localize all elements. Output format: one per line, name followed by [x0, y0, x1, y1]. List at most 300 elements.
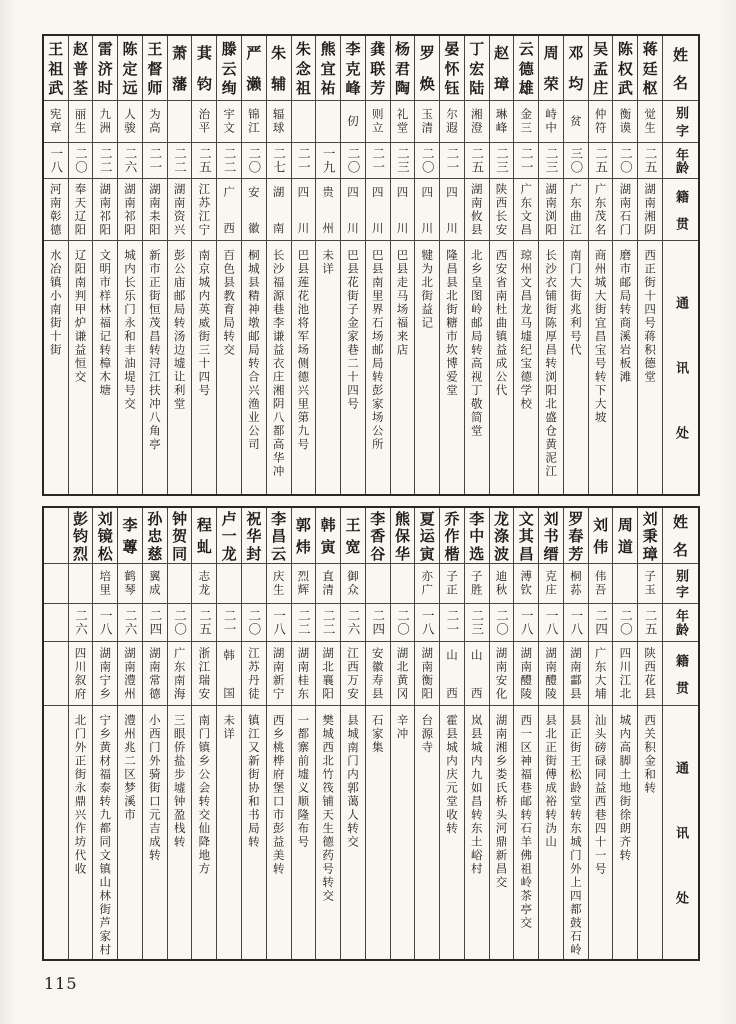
age-value: 二二: [217, 143, 241, 179]
person-name: 滕 云 绚: [217, 36, 241, 101]
header-name: 姓 名: [663, 508, 698, 564]
person-name: 孙 忠 慈: [143, 508, 167, 564]
native-place: 四川江北: [613, 642, 637, 706]
entry-column: [143, 36, 168, 494]
entry-column: [341, 36, 366, 494]
person-name: 刘 伟: [589, 508, 613, 564]
contact-address: 西安省南杜曲镇益成公代: [494, 249, 509, 398]
courtesy-name: 克庄: [539, 564, 563, 604]
native-place: 湖北襄阳: [316, 642, 340, 706]
native-place: 山 西: [440, 642, 464, 706]
age-value: 二七: [267, 143, 291, 179]
courtesy-name: 仞: [341, 101, 365, 143]
native-place: 奉天辽阳: [69, 179, 93, 241]
native-place: 湖南资兴: [168, 179, 192, 241]
entry-column: [514, 36, 539, 494]
native-place: 陕西长安: [490, 179, 514, 241]
courtesy-name: 衡谟: [613, 101, 637, 143]
native-place: 湖南澧州: [118, 642, 142, 706]
age-value: 一八: [539, 604, 563, 642]
native-place: 山 西: [465, 642, 489, 706]
courtesy-name: 峙中: [539, 101, 563, 143]
native-place: 湖南宁乡: [93, 642, 117, 706]
native-place: 江苏丹徒: [242, 642, 266, 706]
courtesy-name: 迪秋: [490, 564, 514, 604]
entry-column: [366, 36, 391, 494]
entry-column: [638, 36, 663, 494]
age-value: 二四: [143, 604, 167, 642]
person-name: 陈 定 远: [118, 36, 142, 101]
entry-column: [316, 36, 341, 494]
person-name: 罗 焕: [415, 36, 439, 101]
contact-address: 磨市邮局转商溪岩板滩: [618, 249, 633, 384]
header-name: 姓 名: [663, 36, 698, 101]
person-name: 周 荣: [539, 36, 563, 101]
courtesy-name: 尔遐: [440, 101, 464, 143]
entry-column: [465, 508, 490, 959]
person-name: 熊 保 华: [391, 508, 415, 564]
person-name: 杨 君 陶: [391, 36, 415, 101]
entry-column: [118, 36, 143, 494]
contact-address: 桐城县精神墩邮局转合兴渔业公司: [246, 249, 261, 452]
age-value: 二五: [589, 143, 613, 179]
contact-address: 西乡桃桦府堡口市彭益美转: [271, 714, 286, 876]
courtesy-name: 子胜: [465, 564, 489, 604]
contact-address: 长沙福源巷李谦益衣庄湘阴八都高华冲: [271, 249, 286, 479]
courtesy-name: 礼堂: [391, 101, 415, 143]
native-place: 浙江瑞安: [192, 642, 216, 706]
person-name: 赵 普 荃: [69, 36, 93, 101]
courtesy-name: 子正: [440, 564, 464, 604]
native-place: 韩 国: [217, 642, 241, 706]
entry-column: [69, 508, 94, 959]
entry-column: [391, 36, 416, 494]
person-name: 李 蓴: [118, 508, 142, 564]
entry-column: [217, 508, 242, 959]
native-place: 湖南攸县: [465, 179, 489, 241]
age-value: 一八: [564, 604, 588, 642]
page-number: 115: [44, 974, 78, 993]
courtesy-name: [366, 564, 390, 604]
person-name: 李 昌 云: [267, 508, 291, 564]
contact-address: 文明市样林福记转樟木塘: [98, 249, 113, 398]
native-place: 四 川: [391, 179, 415, 241]
age-value: 二一: [440, 143, 464, 179]
person-name: 彭 钧 烈: [69, 508, 93, 564]
age-value: 二五: [192, 143, 216, 179]
entry-column: [490, 508, 515, 959]
courtesy-name: 鹤琴: [118, 564, 142, 604]
age-value: 二〇: [242, 604, 266, 642]
header-column: [663, 508, 698, 959]
age-value: 二〇: [341, 143, 365, 179]
contact-address: 台源寺: [420, 714, 435, 755]
roster-table-lower: [42, 506, 700, 961]
age-value: [44, 604, 68, 642]
courtesy-name: [168, 101, 192, 143]
age-value: 二一: [366, 143, 390, 179]
age-value: 二六: [341, 604, 365, 642]
contact-address: 水冶镇小南街十街: [48, 249, 63, 357]
contact-address: 县正街王松龄堂转东城门外上四都鼓石岭: [568, 714, 583, 957]
native-place: 四 川: [415, 179, 439, 241]
entry-column: [564, 508, 589, 959]
contact-address: 宁乡黄材福泰转九都同文镇山林街芦家村: [98, 714, 113, 957]
native-place: [44, 642, 68, 706]
age-value: 二四: [366, 604, 390, 642]
native-place: 湖南安化: [490, 642, 514, 706]
entry-column: [242, 508, 267, 959]
contact-address: 汕头磅碌同益西巷四十一号: [593, 714, 608, 876]
native-place: 安 徽: [242, 179, 266, 241]
person-name: 周 道: [613, 508, 637, 564]
age-value: 二五: [465, 143, 489, 179]
contact-address: 县北正街傅成裕转沩山: [544, 714, 559, 849]
contact-address: 西关积金和转: [643, 714, 658, 795]
courtesy-name: 辐球: [267, 101, 291, 143]
contact-address: [44, 706, 68, 959]
courtesy-name: 志龙: [192, 564, 216, 604]
age-value: 二〇: [613, 604, 637, 642]
entry-column: [539, 508, 564, 959]
courtesy-name: [217, 564, 241, 604]
contact-address: 北门外正街永鼎兴作坊代收: [73, 714, 88, 876]
age-value: 二一: [440, 604, 464, 642]
native-place: 陕西花县: [638, 642, 662, 706]
person-name: 熊 宜 祐: [316, 36, 340, 101]
person-name: 程 虬: [192, 508, 216, 564]
native-place: 湖南常德: [143, 642, 167, 706]
contact-address: 西一区神福巷邮转石羊佛祖岭茶亭交: [519, 714, 534, 930]
age-value: 一八: [267, 604, 291, 642]
person-name: [44, 508, 68, 564]
native-place: 四 川: [292, 179, 316, 241]
native-place: 湖南浏阳: [539, 179, 563, 241]
native-place: 湖南衡阳: [415, 642, 439, 706]
person-name: 赵 璋: [490, 36, 514, 101]
person-name: 刘 镜 松: [93, 508, 117, 564]
entry-column: [415, 36, 440, 494]
contact-address: 霍县城内庆元堂收转: [445, 714, 459, 836]
age-value: 二四: [589, 604, 613, 642]
contact-address: 澧州兆二区梦溪市: [123, 714, 138, 822]
courtesy-name: 人骏: [118, 101, 142, 143]
courtesy-name: [316, 101, 340, 143]
age-value: 二一: [292, 143, 316, 179]
native-place: 四 川: [366, 179, 390, 241]
header-native-place: 籍 贯: [663, 179, 698, 241]
entry-column: [292, 508, 317, 959]
contact-address: 巴县走马场福来店: [395, 249, 410, 357]
entry-column: [366, 508, 391, 959]
courtesy-name: 桐荪: [564, 564, 588, 604]
contact-address: 小西门外骑街口元吉成转: [147, 714, 162, 863]
entry-column: [69, 36, 94, 494]
courtesy-name: 宪章: [44, 101, 68, 143]
age-value: 二六: [118, 143, 142, 179]
person-name: 邓 均: [564, 36, 588, 101]
contact-address: 县城南门内郭蔼人转交: [345, 714, 360, 849]
native-place: 贵 州: [316, 179, 340, 241]
native-place: 江西万安: [341, 642, 365, 706]
person-name: 陈 权 武: [613, 36, 637, 101]
age-value: 二二: [93, 143, 117, 179]
entry-column: [292, 36, 317, 494]
native-place: 广东茂名: [589, 179, 613, 241]
contact-address: 城内高脚土地街徐朗齐转: [618, 714, 633, 863]
contact-address: 商州城大街宜昌宝号转下大坡: [593, 249, 608, 425]
entry-column: [415, 508, 440, 959]
courtesy-name: 庆生: [267, 564, 291, 604]
entry-column: [564, 36, 589, 494]
entry-column: [391, 508, 416, 959]
native-place: 江苏江宁: [192, 179, 216, 241]
contact-address: 新市正街恒茂昌转浔江扶冲八角亭: [147, 249, 162, 452]
person-name: 丁 宏 陆: [465, 36, 489, 101]
entry-column: [217, 36, 242, 494]
native-place: 广 西: [217, 179, 241, 241]
courtesy-name: 溥钦: [514, 564, 538, 604]
contact-address: 辛冲: [395, 714, 410, 741]
entry-column: [514, 508, 539, 959]
courtesy-name: 御众: [341, 564, 365, 604]
age-value: 二〇: [168, 604, 192, 642]
age-value: 一八: [514, 604, 538, 642]
courtesy-name: 子玉: [638, 564, 662, 604]
entry-column: [440, 36, 465, 494]
age-value: 二三: [539, 143, 563, 179]
courtesy-name: 觉生: [638, 101, 662, 143]
native-place: 湖南湘阴: [638, 179, 662, 241]
header-age: 年 龄: [663, 143, 698, 179]
contact-address: 樊城西北竹筏铺天生德药号转交: [321, 714, 336, 903]
person-name: 李 中 选: [465, 508, 489, 564]
contact-address: 南京城内英威街三十四号: [197, 249, 212, 398]
courtesy-name: [391, 564, 415, 604]
native-place: 湖南桂东: [292, 642, 316, 706]
age-value: 二二: [292, 604, 316, 642]
contact-address: 西正街十四号蒋积德堂: [643, 249, 658, 384]
person-name: 王 祖 武: [44, 36, 68, 101]
age-value: 二三: [465, 604, 489, 642]
native-place: 湖 南: [267, 179, 291, 241]
entry-column: [168, 508, 193, 959]
age-value: 二〇: [391, 604, 415, 642]
courtesy-name: 烈辉: [292, 564, 316, 604]
entry-column: [192, 36, 217, 494]
entry-column: [242, 36, 267, 494]
native-place: 湖南酃县: [564, 642, 588, 706]
age-value: 三〇: [564, 143, 588, 179]
entry-column: [589, 36, 614, 494]
person-name: 朱 念 祖: [292, 36, 316, 101]
entry-column: [316, 508, 341, 959]
person-name: 萁 钧: [192, 36, 216, 101]
contact-address: 隆昌县北街糖市坎博爱堂: [445, 249, 459, 398]
entry-column: [44, 36, 69, 494]
contact-address: 北乡皇图岭邮局转高视丁敬简堂: [469, 249, 484, 438]
header-courtesy-name: 别 字: [663, 101, 698, 143]
age-value: 二〇: [490, 604, 514, 642]
person-name: 乔 作 楷: [440, 508, 464, 564]
entry-column: [341, 508, 366, 959]
courtesy-name: 为高: [143, 101, 167, 143]
courtesy-name: 则立: [366, 101, 390, 143]
contact-address: 辽阳南判甲炉谦益恒交: [73, 249, 88, 384]
age-value: 二五: [638, 604, 662, 642]
courtesy-name: 翼成: [143, 564, 167, 604]
person-name: 云 德 雄: [514, 36, 538, 101]
age-value: 二一: [217, 604, 241, 642]
person-name: 吴 孟 庄: [589, 36, 613, 101]
entry-column: [490, 36, 515, 494]
header-native-place: 籍 贯: [663, 642, 698, 706]
entry-column: [168, 36, 193, 494]
contact-address: 巴县花街子金家巷二十四号: [345, 249, 360, 411]
person-name: 祝 华 封: [242, 508, 266, 564]
courtesy-name: [44, 564, 68, 604]
entry-column: [143, 508, 168, 959]
age-value: 二三: [490, 143, 514, 179]
courtesy-name: 锦江: [242, 101, 266, 143]
contact-address: 犍为北街益记: [420, 249, 435, 330]
header-courtesy-name: 别 字: [663, 564, 698, 604]
courtesy-name: 伟吾: [589, 564, 613, 604]
entry-column: [118, 508, 143, 959]
entry-column: [440, 508, 465, 959]
native-place: 安徽寿县: [366, 642, 390, 706]
courtesy-name: 仲符: [589, 101, 613, 143]
native-place: 广东南海: [168, 642, 192, 706]
person-name: 卢 一 龙: [217, 508, 241, 564]
native-place: 湖南醴陵: [514, 642, 538, 706]
entry-column: [638, 508, 663, 959]
entry-column: [93, 508, 118, 959]
age-value: 二二: [316, 604, 340, 642]
native-place: 河南彰德: [44, 179, 68, 241]
person-name: 蒋 廷 枢: [638, 36, 662, 101]
age-value: 二六: [118, 604, 142, 642]
native-place: 四川叙府: [69, 642, 93, 706]
courtesy-name: 治平: [192, 101, 216, 143]
age-value: 一八: [44, 143, 68, 179]
contact-address: 未详: [321, 249, 336, 276]
age-value: 二一: [143, 143, 167, 179]
age-value: 二〇: [69, 143, 93, 179]
person-name: 郭 炜: [292, 508, 316, 564]
native-place: 湖南新宁: [267, 642, 291, 706]
contact-address: 一都寨前墟义顺隆布号: [296, 714, 311, 849]
contact-address: 三眼侨盐步墟钟盈栈转: [172, 714, 187, 849]
courtesy-name: [242, 564, 266, 604]
native-place: 湖南石门: [613, 179, 637, 241]
native-place: 四 川: [440, 179, 464, 241]
person-name: 雷 济 时: [93, 36, 117, 101]
entry-column: [192, 508, 217, 959]
age-value: 一八: [93, 604, 117, 642]
age-value: 二〇: [613, 143, 637, 179]
contact-address: 巴县莲花池将军场侧德兴里第九号: [296, 249, 311, 452]
native-place: 四 川: [341, 179, 365, 241]
contact-address: 未详: [222, 714, 237, 741]
contact-address: 岚县城内九如昌转东土峪村: [469, 714, 484, 876]
contact-address: 湖南湘乡娄氏桥头河鼎新昌交: [494, 714, 509, 890]
person-name: 韩 寅: [316, 508, 340, 564]
person-name: 王 督 师: [143, 36, 167, 101]
courtesy-name: 玉清: [415, 101, 439, 143]
person-name: 王 宽: [341, 508, 365, 564]
person-name: 罗 春 芳: [564, 508, 588, 564]
courtesy-name: 亦广: [415, 564, 439, 604]
header-age: 年 龄: [663, 604, 698, 642]
native-place: 广东大埔: [589, 642, 613, 706]
courtesy-name: 培里: [93, 564, 117, 604]
courtesy-name: [613, 564, 637, 604]
person-name: 萧 藩: [168, 36, 192, 101]
person-name: 夏 运 寅: [415, 508, 439, 564]
age-value: 二一: [514, 143, 538, 179]
native-place: 湖南耒阳: [143, 179, 167, 241]
header-contact-address: 通 讯 处: [673, 761, 688, 904]
person-name: 钟 贺 同: [168, 508, 192, 564]
native-place: 广东文昌: [514, 179, 538, 241]
roster-table-upper: [42, 34, 700, 496]
contact-address: 巴县南里界石场邮局转彭家场公所: [370, 249, 385, 452]
contact-address: 南门镇乡公会转交仙降地方: [197, 714, 212, 876]
native-place: 湖南祁阳: [118, 179, 142, 241]
contact-address: 南门大街兆利号代: [568, 249, 583, 357]
entry-column: [589, 508, 614, 959]
entry-column: [267, 36, 292, 494]
person-name: 严 濑: [242, 36, 266, 101]
age-value: 二三: [391, 143, 415, 179]
person-name: 晏 怀 钰: [440, 36, 464, 101]
courtesy-name: 九洲: [93, 101, 117, 143]
contact-address: 长沙衣铺街陈厚昌转浏阳北盛仓黄泥江: [544, 249, 559, 479]
age-value: 二〇: [415, 143, 439, 179]
age-value: 二五: [192, 604, 216, 642]
native-place: 湖北黄冈: [391, 642, 415, 706]
courtesy-name: 金三: [514, 101, 538, 143]
person-name: 龚 联 芳: [366, 36, 390, 101]
header-column: [663, 36, 698, 494]
native-place: 湖南醴陵: [539, 642, 563, 706]
courtesy-name: [292, 101, 316, 143]
contact-address: 城内长乐门永和丰油堤号交: [123, 249, 138, 411]
entry-column: [44, 508, 69, 959]
age-value: 二〇: [242, 143, 266, 179]
person-name: 刘 秉 璋: [638, 508, 662, 564]
entry-column: [267, 508, 292, 959]
contact-address: 琼州文昌龙马墟纪宝德学校: [519, 249, 534, 411]
person-name: 刘 书 缙: [539, 508, 563, 564]
entry-column: [539, 36, 564, 494]
age-value: 二五: [638, 143, 662, 179]
person-name: 龙 涤 波: [490, 508, 514, 564]
courtesy-name: 宇文: [217, 101, 241, 143]
contact-address: 石家集: [370, 714, 385, 755]
native-place: 湖南祁阳: [93, 179, 117, 241]
contact-address: 百色县教育局转交: [222, 249, 237, 357]
person-name: 朱 辅: [267, 36, 291, 101]
courtesy-name: 直清: [316, 564, 340, 604]
courtesy-name: 丽生: [69, 101, 93, 143]
courtesy-name: 琳峰: [490, 101, 514, 143]
courtesy-name: [69, 564, 93, 604]
age-value: 二二: [168, 143, 192, 179]
courtesy-name: [168, 564, 192, 604]
age-value: 一九: [316, 143, 340, 179]
